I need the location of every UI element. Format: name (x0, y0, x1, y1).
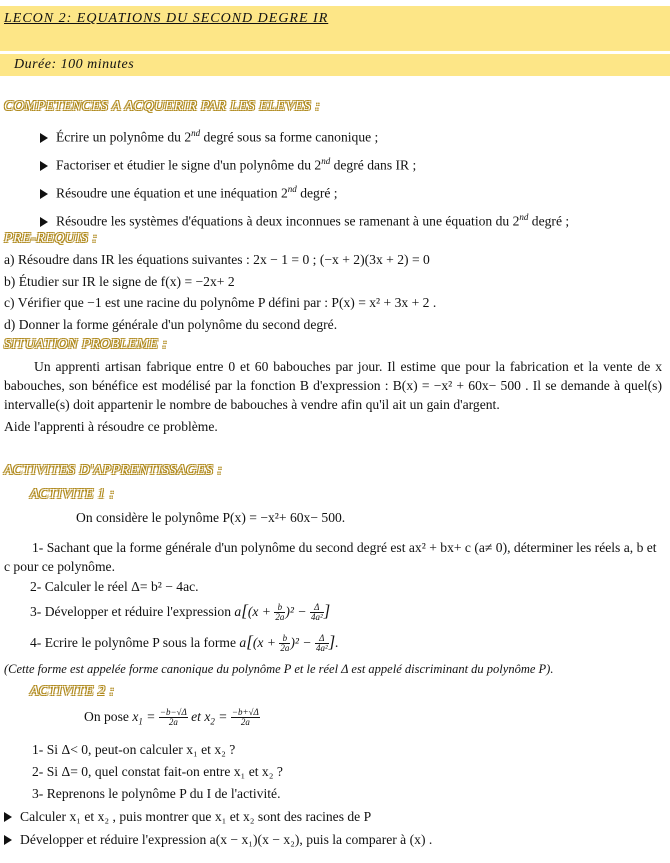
competences-title: COMPETENCES A ACQUERIR PAR LES ELEVES : (4, 99, 321, 114)
prerequis-b: b) Étudier sur IR le signe de f(x) = −2x+ 2 (4, 274, 235, 289)
competence-item-2: Factoriser et étudier le signe d'un polynôme du 2nd degré dans IR ; (40, 152, 416, 175)
activite-1-title: ACTIVITE 1 : (30, 487, 115, 502)
roots-definition: $x_1$ = $\frac{-b-√\Delta}{2a}$ et $x_2$ = $\frac{-b+√\Delta}{2a}$ (132, 707, 259, 728)
activite-2-b2: Développer et réduire l'expression a(x − x₁)(x − x₂), puis la comparer à (x) . (4, 831, 432, 849)
activite-2-l2: 2- Si Δ= 0, quel constat fait-on entre x₁ et x₂ ? (32, 764, 283, 779)
activite-1-q4: 4- Ecrire le polynôme P sous la forme a[(x + $\frac{b}{2a}$ )² − $\frac{\Delta}{\text{4a²}}$ ]. (30, 632, 339, 654)
prerequis-title: PRE-REQUIS : (4, 231, 98, 246)
activite-1-q2: 2- Calculer le réel Δ= b² − 4ac. (30, 579, 199, 594)
competence-item-4: Résoudre les systèmes d'équations à deux inconnues se ramenant à une équation du 2nd degré ; (40, 208, 569, 231)
activite-2-pose: On pose $x_1$ = $\frac{-b-√\Delta}{2a}$ et $x_2$ = $\frac{-b+√\Delta}{2a}$ (84, 707, 259, 728)
activite-2-title: ACTIVITE 2 : (30, 684, 115, 699)
competence-item-3: Résoudre une équation et une inéquation 2nd degré ; (40, 180, 338, 203)
competence-item-1: Écrire un polynôme du 2nd degré sous sa forme canonique ; (40, 124, 378, 147)
activite-2-l3: 3- Reprenons le polynôme P du I de l'activité. (32, 786, 281, 801)
activites-title: ACTIVITES D'APPRENTISSAGES : (4, 463, 223, 478)
situation-ask: Aide l'apprenti à résoudre ce problème. (4, 419, 218, 434)
activite-2-l1: 1- Si Δ< 0, peut-on calculer x₁ et x₂ ? (32, 742, 236, 757)
canonical-expression: a[(x + $\frac{b}{2a}$ )² − $\frac{\Delta}{\text{4a²}}$ ] (234, 601, 331, 623)
arrow-bullet-icon (4, 835, 12, 845)
prerequis-a: a) Résoudre dans IR les équations suivantes : 2x − 1 = 0 ; (−x + 2)(3x + 2) = 0 (4, 252, 430, 267)
situation-text: Un apprenti artisan fabrique entre 0 et 60 babouches par jour. Il estime que pour la fabrication et la vente de x babouches, son bénéfice est modélisé par la fonction B d'expression : B(x) = −x² + 60x− 500 . Il se demande à quel(s) intervalle(s) doit appartenir le nombre de babouches à vendre afin qu'il ait un gain d'argent. (4, 359, 662, 412)
prerequis-d: d) Donner la forme générale d'un polynôme du second degré. (4, 317, 338, 332)
activite-1-q1: 1- Sachant que la forme générale d'un polynôme du second degré est ax² + bx+ c (a≠ 0), déterminer les réels a, b et c pour ce polynôme. (4, 540, 657, 574)
activite-1-note: (Cette forme est appelée forme canonique du polynôme P et le réel Δ est appelé discriminant du polynôme P). (4, 662, 554, 676)
activite-1-intro: On considère le polynôme P(x) = −x²+ 60x− 500. (76, 510, 346, 525)
prerequis-c: c) Vérifier que −1 est une racine du polynôme P défini par : P(x) = x² + 3x + 2 . (4, 295, 437, 310)
canonical-form: a[(x + $\frac{b}{2a}$ )² − $\frac{\Delta}{\text{4a²}}$ ]. (239, 632, 339, 654)
lesson-title: LECON 2: EQUATIONS DU SECOND DEGRE IR (4, 11, 329, 26)
activite-1-q3: 3- Développer et réduire l'expression a[(x + $\frac{b}{2a}$ )² − $\frac{\Delta}{\text{4a²}}$ ] (30, 601, 331, 623)
situation-title: SITUATION PROBLEME : (4, 337, 168, 352)
arrow-bullet-icon (4, 812, 12, 822)
activite-2-b1: Calculer x₁ et x₂ , puis montrer que x₁ et x₂ sont des racines de P (4, 808, 371, 826)
duration: Durée: 100 minutes (14, 57, 135, 72)
